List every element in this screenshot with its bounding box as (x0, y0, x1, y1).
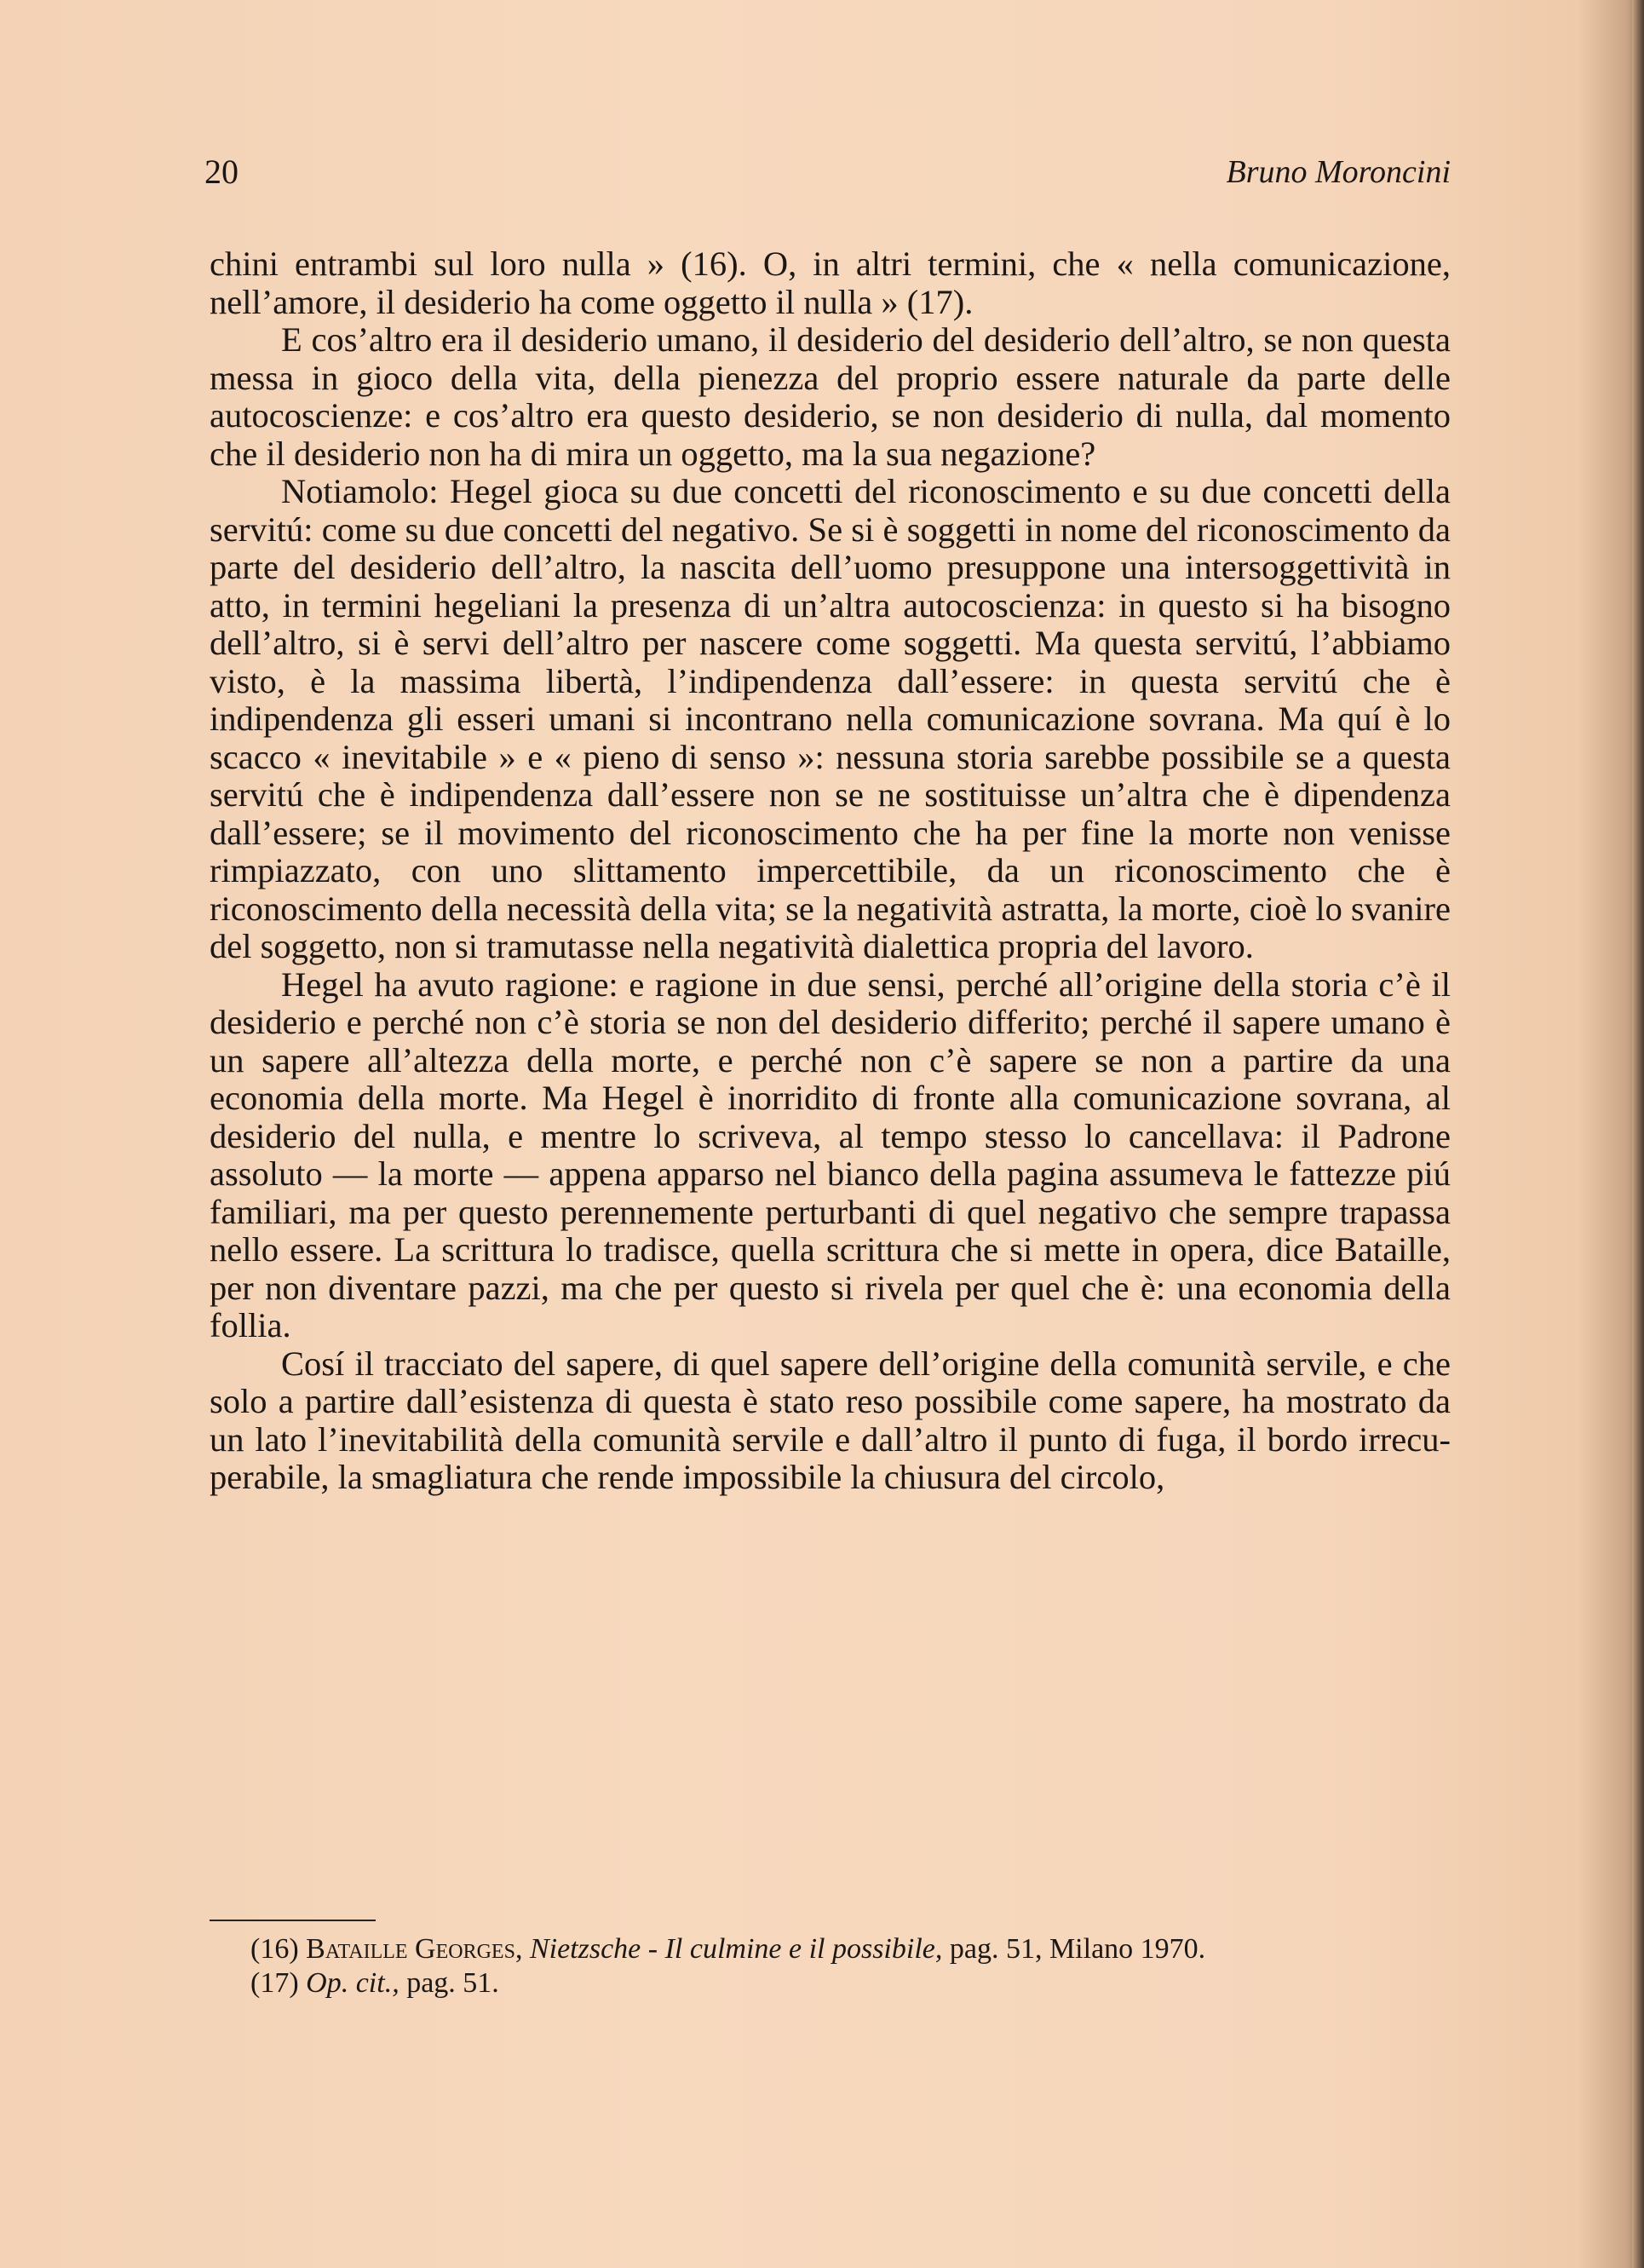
paragraph: Notiamolo: Hegel gioca su due concetti del riconoscimento e su due concetti della servitú: come su due concetti del negativo. Se si è soggetti in nome del riconoscimento da parte del desiderio dell’altro, la nascita dell’uomo presuppone una intersoggettività in atto, in termini hegeliani la presenza di un’altra autocoscienza: in questo si ha bisogno dell’altro, si è servi dell’altro per nascere come soggetti. Ma questa servitú, l’abbiamo visto, è la massima libertà, l’indipendenza dall’essere: in questa servitú che è indipendenza gli esseri umani si incontrano nella comunicazione sovrana. Ma quí è lo scacco « inevitabile » e « pieno di senso »: nessuna storia sarebbe possibile se a questa servitú che è indipendenza dall’essere non se ne sostituisse un’altra che è dipendenza dall’essere; se il movimento del riconoscimento che ha per fine la morte non venisse rimpiazzato, con uno slittamento impercettibile, da un riconoscimento che è riconoscimento della necessità della vita; se la negatività astratta, la morte, cioè lo svanire del soggetto, non si tramutasse nella negatività dialettica propria del lavoro. (210, 472, 1451, 965)
paragraph-continuation: chini entrambi sul loro nulla » (16). O, in altri termini, che « nella comunicazione, nell’amore, il desiderio ha come oggetto il nulla » (17). (210, 245, 1451, 321)
footnote-details: pag. 51. (406, 1967, 499, 1999)
footnote-reference: Op. cit., (306, 1967, 400, 1999)
footnote-title: Nietzsche - Il culmine e il possibile, (529, 1933, 943, 1965)
paragraph: Cosí il tracciato del sapere, di quel sapere dell’origine della comunità servile, e che solo a partire dall’esistenza di questa è stato reso possibile come sapere, ha mostrato da un lato l’inevitabilità della comunità servile e dall’altro il punto di fuga, il bordo irrecuperabile, la smagliatura che rende impossibile la chiusura del circolo, (210, 1344, 1451, 1496)
page-edge-shadow (1632, 0, 1644, 2268)
footnotes (210, 1932, 1451, 2000)
running-head-author: Bruno Moroncini (1226, 154, 1451, 190)
footnote-17 (210, 1966, 1451, 2000)
body-text (210, 245, 1451, 1497)
page-header (204, 152, 1451, 203)
footnote-number: (17) (250, 1967, 299, 1999)
footnote-author: Bataille Georges, (306, 1933, 523, 1965)
paragraph: Hegel ha avuto ragione: e ragione in due sensi, perché all’origine della storia c’è il desiderio e perché non c’è storia se non del desiderio differito; perché il sapere umano è un sapere all’altezza della morte, e perché non c’è sapere se non a partire da una economia della morte. Ma Hegel è inorridito di fronte alla comunicazione sovrana, al desiderio del nulla, e mentre lo scriveva, al tempo stesso lo cancellava: il Padrone assoluto — la morte — appena apparso nel bianco della pagina assumeva le fattezze piú familiari, ma per questo perennemente perturbanti di quel negativo che sempre trapassa nello essere. La scrittura lo tradisce, quella scrittura che si mette in opera, dice Bataille, per non diventare pazzi, ma che per questo si rivela per quel che è: una economia della follia. (210, 964, 1451, 1344)
footnote-separator (210, 1920, 376, 1921)
footnote-details: pag. 51, Milano 1970. (949, 1933, 1206, 1965)
paragraph: E cos’altro era il desiderio umano, il desiderio del desiderio dell’altro, se non questa messa in gioco della vita, della pienezza del proprio essere naturale da parte delle autocoscienze: e cos’altro era questo desiderio, se non desiderio di nulla, dal momento che il desiderio non ha di mira un oggetto, ma la sua negazione? (210, 320, 1451, 473)
page-number: 20 (204, 153, 239, 191)
footnote-number: (16) (250, 1933, 299, 1965)
footnote-16 (210, 1932, 1451, 1966)
